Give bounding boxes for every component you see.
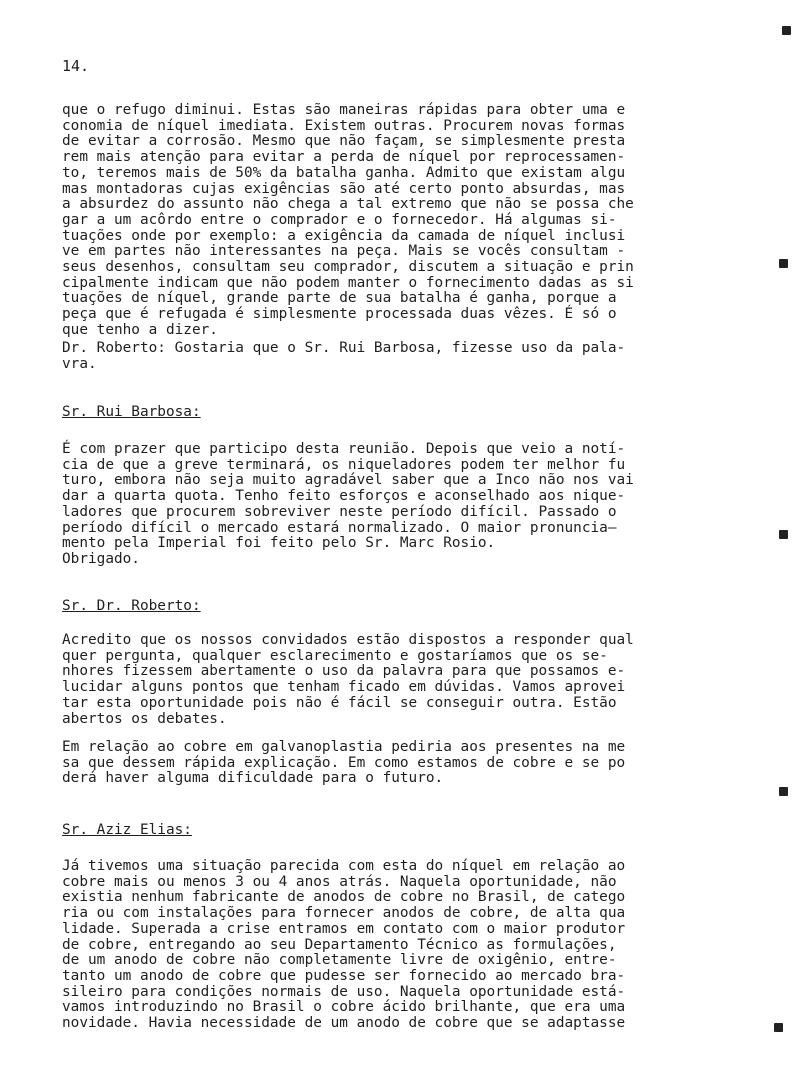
text-line: de evitar a corrosão. Mesmo que não façam, se simplesmente presta bbox=[62, 133, 626, 150]
text-line: existia nenhum fabricante de anodos de cobre no Brasil, de catego bbox=[62, 889, 626, 906]
text-line: que o refugo diminui. Estas são maneiras rápidas para obter uma e bbox=[62, 102, 626, 118]
binding-hole-mark bbox=[779, 259, 788, 268]
text-line: seus desenhos, consultam seu comprador, discutem a situação e prin bbox=[62, 259, 634, 276]
text-line: Em relação ao cobre em galvanoplastia pediria aos presentes na me bbox=[62, 739, 626, 755]
text-line: sileiro para condições normais de uso. Naquela oportunidade está- bbox=[62, 983, 626, 1000]
text-line: vra. bbox=[62, 355, 97, 372]
text-line: cipalmente indicam que não podem manter o fornecimento dadas as si bbox=[62, 274, 634, 291]
page-number: 14. bbox=[62, 57, 90, 75]
text-line: dar a quarta quota. Tenho feito esforços e aconselhado aos nique- bbox=[62, 488, 626, 505]
text-line: quer pergunta, qualquer esclarecimento e gostaríamos que os se- bbox=[62, 647, 608, 664]
text-line: a absurdez do assunto não chega a tal extremo que não se possa che bbox=[62, 196, 634, 213]
text-line: período difícil o mercado estará normalizado. O maior pronuncia— bbox=[62, 519, 617, 536]
text-line: Obrigado. bbox=[62, 550, 140, 567]
binding-hole-mark bbox=[774, 1023, 783, 1032]
text-line: cia de que a greve terminará, os niqueladores podem ter melhor fu bbox=[62, 456, 626, 473]
text-line: to, teremos mais de 50% da batalha ganha. Admito que existam algu bbox=[62, 164, 626, 181]
paragraph-rui-barbosa bbox=[62, 442, 722, 568]
text-line: lucidar alguns pontos que tenham ficado em dúvidas. Vamos aprovei bbox=[62, 679, 626, 696]
text-line: cobre mais ou menos 3 ou 4 anos atrás. Naquela oportunidade, não bbox=[62, 873, 617, 890]
text-line: de cobre, entregando ao seu Departamento Técnico as formulações, bbox=[62, 936, 617, 953]
text-line: rem mais atenção para evitar a perda de níquel por reprocessamen- bbox=[62, 149, 626, 166]
text-line: tanto um anodo de cobre que pudesse ser fornecido ao mercado bra- bbox=[62, 967, 626, 984]
paragraph-copper-question bbox=[62, 740, 722, 787]
speaker-heading-aziz-elias: Sr. Aziz Elias: bbox=[62, 822, 192, 838]
speaker-heading-dr-roberto: Sr. Dr. Roberto: bbox=[62, 598, 201, 614]
text-line: conomia de níquel imediata. Existem outras. Procurem novas formas bbox=[62, 117, 626, 134]
text-line: ve em partes não interessantes na peça. Mais se vocês consultam - bbox=[62, 243, 626, 260]
text-line: Dr. Roberto: Gostaria que o Sr. Rui Barbosa, fizesse uso da pala- bbox=[62, 340, 626, 356]
text-line: gar a um acôrdo entre o comprador e o fornecedor. Há algumas si- bbox=[62, 211, 617, 228]
text-line: ladores que procurem sobreviver neste período difícil. Passado o bbox=[62, 503, 617, 520]
text-line: peça que é refugada é simplesmente processada duas vêzes. É só o bbox=[62, 306, 617, 323]
text-line: derá haver alguma dificuldade para o futuro. bbox=[62, 770, 444, 787]
text-line: de um anodo de cobre não completamente livre de oxigênio, entre- bbox=[62, 952, 617, 969]
text-line: nhores fizessem abertamente o uso da palavra para que possamos e- bbox=[62, 663, 626, 680]
text-line: novidade. Havia necessidade de um anodo de cobre que se adaptasse bbox=[62, 1015, 626, 1032]
text-line: sa que dessem rápida explicação. Em como estamos de cobre e se po bbox=[62, 754, 626, 771]
text-line: mas montadoras cujas exigências são até certo ponto absurdas, mas bbox=[62, 180, 626, 197]
text-line: É com prazer que participo desta reunião. Depois que veio a notí- bbox=[62, 441, 626, 457]
text-line: vamos introduzindo no Brasil o cobre ácido brilhante, que era uma bbox=[62, 999, 626, 1016]
text-line: tuações onde por exemplo: a exigência da camada de níquel inclusi bbox=[62, 227, 626, 244]
text-line: tar esta oportunidade pois não é fácil se conseguir outra. Estão bbox=[62, 694, 617, 711]
paragraph-closing-remarks bbox=[62, 103, 722, 339]
text-line: lidade. Superada a crise entramos em contato com o maior produtor bbox=[62, 920, 626, 937]
binding-hole-mark bbox=[782, 26, 791, 35]
text-line: turo, embora não seja muito agradável saber que a Inco não nos vai bbox=[62, 472, 634, 489]
text-line: Já tivemos uma situação parecida com esta do níquel em relação ao bbox=[62, 858, 626, 874]
paragraph-aziz-elias bbox=[62, 859, 722, 1032]
binding-hole-mark bbox=[779, 530, 788, 539]
paragraph-dr-roberto bbox=[62, 633, 722, 727]
speaker-heading-rui-barbosa: Sr. Rui Barbosa: bbox=[62, 404, 201, 420]
text-line: que tenho a dizer. bbox=[62, 321, 218, 338]
text-line: ria ou com instalações para fornecer anodos de cobre, de alta qua bbox=[62, 905, 626, 922]
paragraph-dr-roberto-request bbox=[62, 341, 722, 372]
binding-hole-mark bbox=[779, 787, 788, 796]
text-line: tuações de níquel, grande parte de sua batalha é ganha, porque a bbox=[62, 290, 617, 307]
text-line: mento pela Imperial foi feito pelo Sr. Marc Rosio. bbox=[62, 535, 496, 552]
text-line: abertos os debates. bbox=[62, 710, 227, 727]
text-line: Acredito que os nossos convidados estão dispostos a responder qual bbox=[62, 632, 634, 648]
